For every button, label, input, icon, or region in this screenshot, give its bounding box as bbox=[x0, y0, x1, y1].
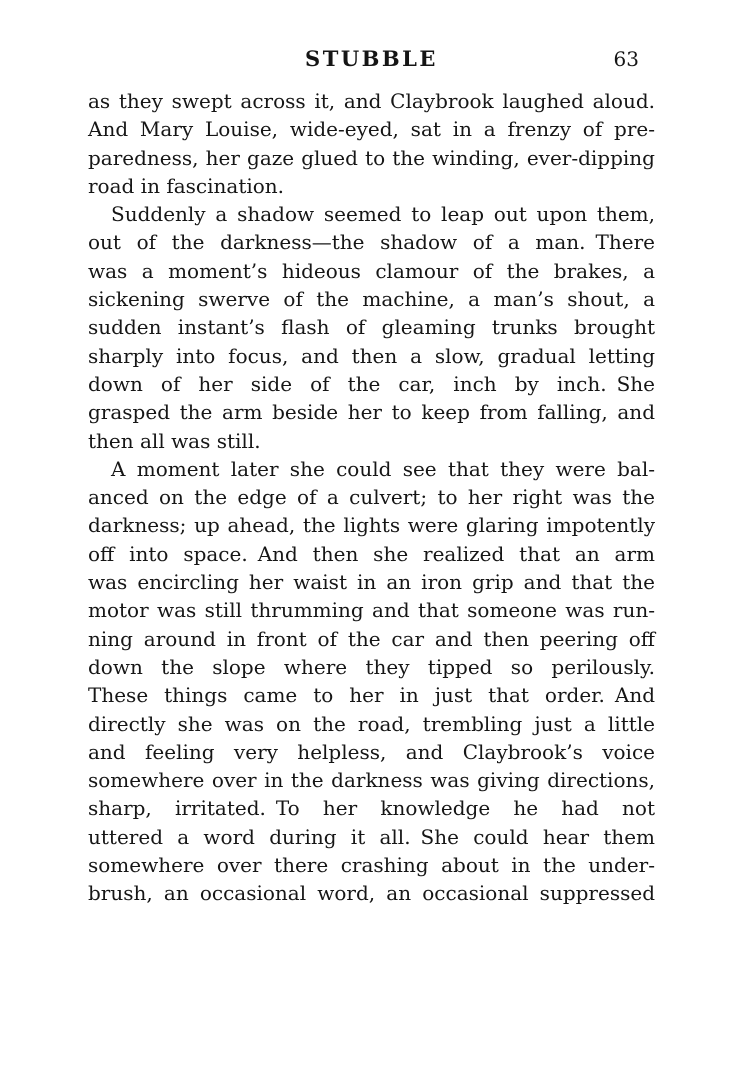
text-line: down the slope where they tipped so perilously. bbox=[88, 654, 655, 679]
text-line: uttered a word during it all. She could hear them bbox=[88, 824, 655, 849]
text-line: grasped the arm beside her to keep from falling, and bbox=[88, 400, 655, 425]
text-line: sharply into focus, and then a slow, gradual letting bbox=[88, 343, 655, 368]
text-line: as they swept across it, and Claybrook laughed aloud. bbox=[88, 89, 655, 113]
text-line: then all was still. bbox=[88, 428, 261, 453]
text-line: And Mary Louise, wide-eyed, sat in a frenzy of pre- bbox=[88, 117, 655, 142]
text-line: motor was still thrumming and that someone was run- bbox=[88, 598, 655, 623]
text-line: and feeling very helpless, and Claybrook’s voice bbox=[88, 739, 655, 764]
text-line: off into space. And then she realized that an arm bbox=[88, 541, 655, 566]
text-line: somewhere over in the darkness was giving directions, bbox=[88, 768, 655, 793]
text-line: Suddenly a shadow seemed to leap out upon them, bbox=[111, 202, 655, 227]
running-header-title: STUBBLE bbox=[305, 46, 438, 71]
text-line: somewhere over there crashing about in the under- bbox=[88, 853, 655, 878]
text-line: road in fascination. bbox=[88, 173, 285, 198]
text-line: brush, an occasional word, an occasional suppressed bbox=[88, 881, 655, 906]
text-line: paredness, her gaze glued to the winding, ever-dipping bbox=[88, 145, 655, 170]
text-line: out of the darkness—the shadow of a man. There bbox=[88, 230, 655, 255]
text-line: darkness; up ahead, the lights were glaring impotently bbox=[88, 513, 655, 538]
page-number: 63 bbox=[613, 47, 639, 71]
running-header bbox=[88, 46, 655, 72]
text-line: sudden instant’s flash of gleaming trunks brought bbox=[88, 315, 655, 340]
text-line: directly she was on the road, trembling just a little bbox=[88, 711, 655, 736]
text-line: ning around in front of the car and then peering off bbox=[88, 626, 655, 651]
text-line: anced on the edge of a culvert; to her right was the bbox=[88, 485, 655, 510]
page-body-text bbox=[88, 87, 655, 908]
text-line: A moment later she could see that they were bal- bbox=[111, 456, 655, 481]
text-line: These things came to her in just that order. And bbox=[88, 683, 655, 708]
text-line: down of her side of the car, inch by inch. She bbox=[88, 371, 655, 396]
text-line: was a moment’s hideous clamour of the brakes, a bbox=[88, 258, 655, 283]
text-line: was encircling her waist in an iron grip and that the bbox=[88, 570, 655, 595]
text-line: sickening swerve of the machine, a man’s shout, a bbox=[88, 287, 655, 312]
text-line: sharp, irritated. To her knowledge he had not bbox=[88, 796, 655, 821]
